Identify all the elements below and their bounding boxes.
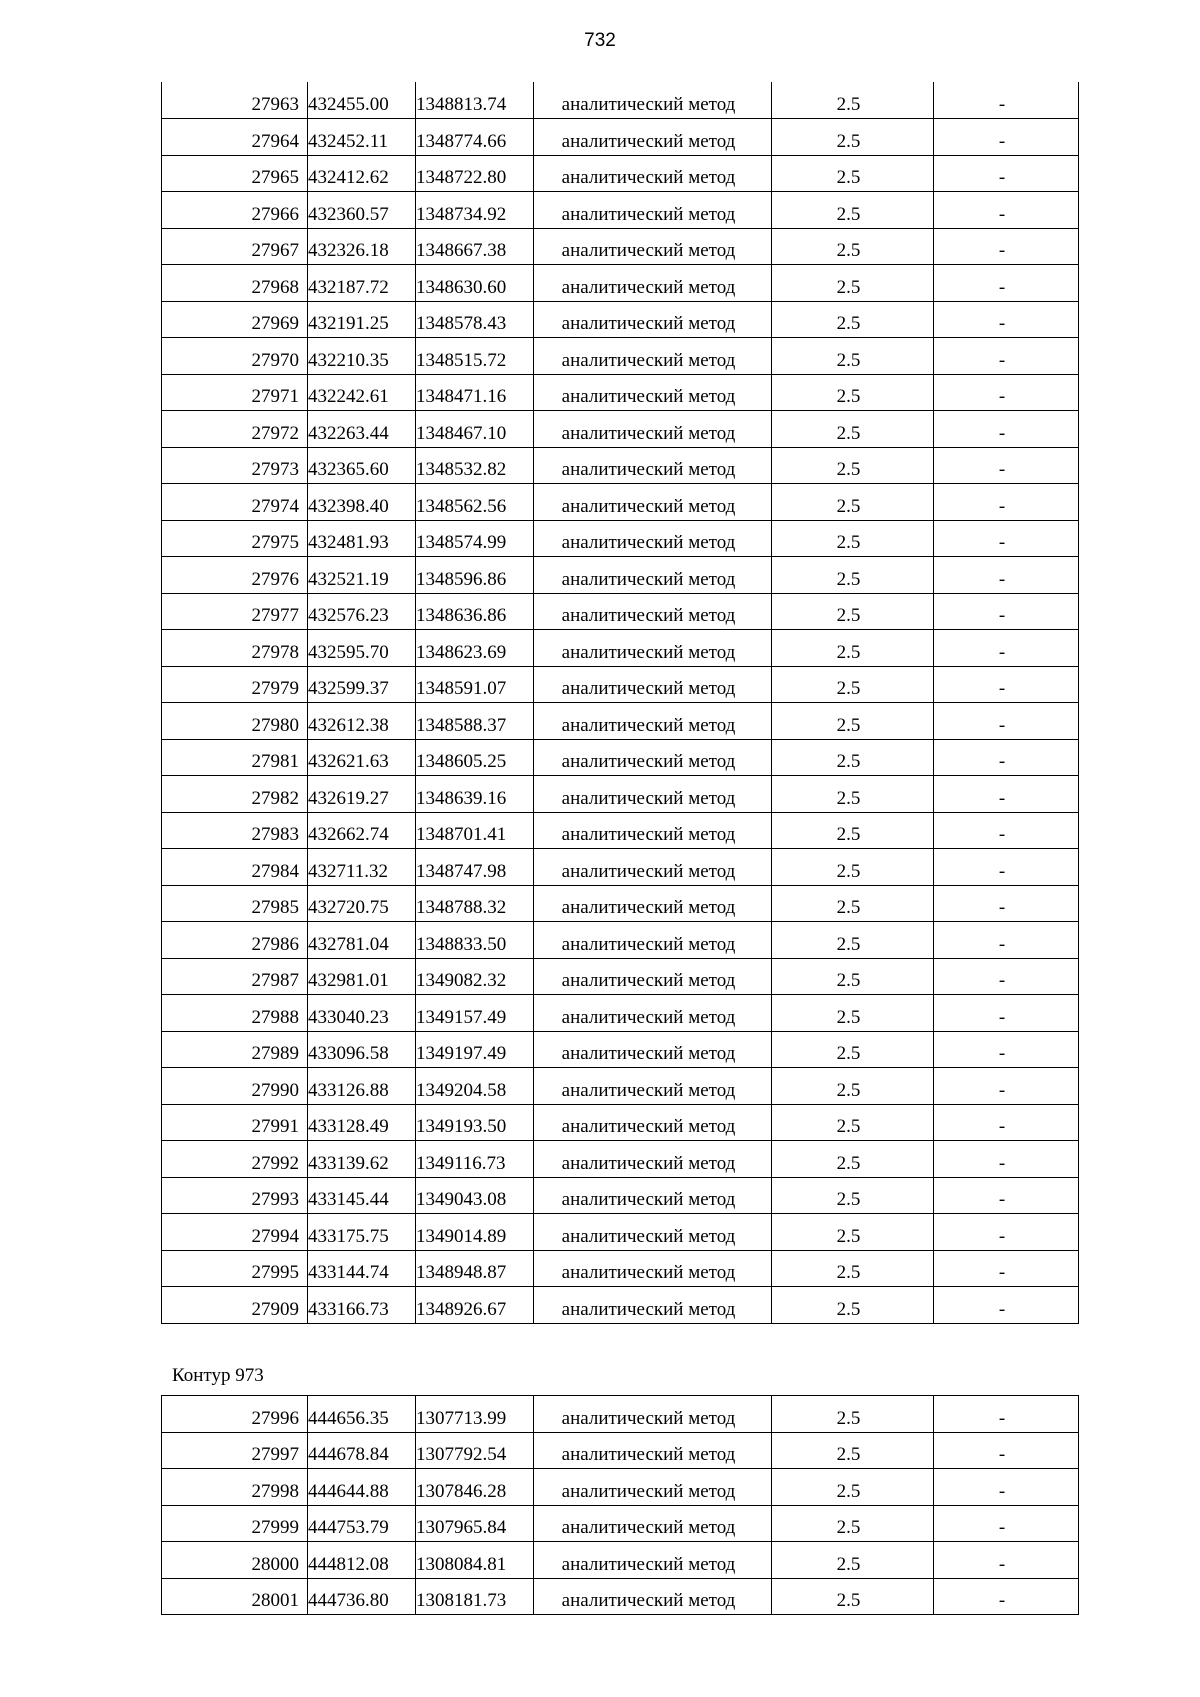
table-row	[162, 265, 1079, 302]
y-coordinate-cell: 1348623.69	[416, 630, 534, 667]
note-cell: -	[934, 1031, 1079, 1068]
point-number-cell: 27977	[162, 593, 308, 630]
method-cell: аналитический метод	[534, 1287, 772, 1324]
x-coordinate-cell: 432187.72	[308, 265, 416, 302]
table-row	[162, 1177, 1079, 1214]
note-cell: -	[934, 593, 1079, 630]
table-row	[162, 484, 1079, 521]
x-coordinate-cell: 433096.58	[308, 1031, 416, 1068]
x-coordinate-cell: 433128.49	[308, 1104, 416, 1141]
note-cell: -	[934, 557, 1079, 594]
x-coordinate-cell: 432210.35	[308, 338, 416, 375]
table-row	[162, 1542, 1079, 1579]
x-coordinate-cell: 432576.23	[308, 593, 416, 630]
table-row	[162, 995, 1079, 1032]
method-cell: аналитический метод	[534, 338, 772, 375]
accuracy-cell: 2.5	[772, 1250, 934, 1287]
method-cell: аналитический метод	[534, 557, 772, 594]
x-coordinate-cell: 432621.63	[308, 739, 416, 776]
accuracy-cell: 2.5	[772, 630, 934, 667]
table-row	[162, 374, 1079, 411]
point-number-cell: 27985	[162, 885, 308, 922]
table-row	[162, 922, 1079, 959]
x-coordinate-cell: 444812.08	[308, 1542, 416, 1579]
accuracy-cell: 2.5	[772, 885, 934, 922]
table-row	[162, 192, 1079, 229]
y-coordinate-cell: 1348788.32	[416, 885, 534, 922]
x-coordinate-cell: 432720.75	[308, 885, 416, 922]
y-coordinate-cell: 1348734.92	[416, 192, 534, 229]
x-coordinate-cell: 444656.35	[308, 1396, 416, 1433]
method-cell: аналитический метод	[534, 885, 772, 922]
point-number-cell: 27994	[162, 1214, 308, 1251]
x-coordinate-cell: 432365.60	[308, 447, 416, 484]
note-cell: -	[934, 1068, 1079, 1105]
accuracy-cell: 2.5	[772, 1031, 934, 1068]
note-cell: -	[934, 958, 1079, 995]
y-coordinate-cell: 1349204.58	[416, 1068, 534, 1105]
y-coordinate-cell: 1348532.82	[416, 447, 534, 484]
note-cell: -	[934, 922, 1079, 959]
accuracy-cell: 2.5	[772, 155, 934, 192]
accuracy-cell: 2.5	[772, 849, 934, 886]
accuracy-cell: 2.5	[772, 1104, 934, 1141]
method-cell: аналитический метод	[534, 1068, 772, 1105]
y-coordinate-cell: 1349193.50	[416, 1104, 534, 1141]
note-cell: -	[934, 192, 1079, 229]
note-cell: -	[934, 666, 1079, 703]
y-coordinate-cell: 1348948.87	[416, 1250, 534, 1287]
point-number-cell: 27993	[162, 1177, 308, 1214]
point-number-cell: 28000	[162, 1542, 308, 1579]
x-coordinate-cell: 444753.79	[308, 1505, 416, 1542]
x-coordinate-cell: 432481.93	[308, 520, 416, 557]
accuracy-cell: 2.5	[772, 301, 934, 338]
method-cell: аналитический метод	[534, 666, 772, 703]
point-number-cell: 27976	[162, 557, 308, 594]
note-cell: -	[934, 265, 1079, 302]
method-cell: аналитический метод	[534, 1031, 772, 1068]
table-row	[162, 557, 1079, 594]
x-coordinate-cell: 432360.57	[308, 192, 416, 229]
y-coordinate-cell: 1348722.80	[416, 155, 534, 192]
accuracy-cell: 2.5	[772, 1542, 934, 1579]
accuracy-cell: 2.5	[772, 228, 934, 265]
y-coordinate-cell: 1348813.74	[416, 82, 534, 119]
x-coordinate-cell: 444736.80	[308, 1578, 416, 1615]
table-row	[162, 1469, 1079, 1506]
point-number-cell: 27987	[162, 958, 308, 995]
method-cell: аналитический метод	[534, 1505, 772, 1542]
y-coordinate-cell: 1348833.50	[416, 922, 534, 959]
point-number-cell: 27989	[162, 1031, 308, 1068]
x-coordinate-cell: 432662.74	[308, 812, 416, 849]
point-number-cell: 27978	[162, 630, 308, 667]
y-coordinate-cell: 1307965.84	[416, 1505, 534, 1542]
note-cell: -	[934, 1396, 1079, 1433]
y-coordinate-cell: 1348747.98	[416, 849, 534, 886]
point-number-cell: 27970	[162, 338, 308, 375]
x-coordinate-cell: 432599.37	[308, 666, 416, 703]
note-cell: -	[934, 1469, 1079, 1506]
method-cell: аналитический метод	[534, 374, 772, 411]
table-row	[162, 1104, 1079, 1141]
y-coordinate-cell: 1307792.54	[416, 1432, 534, 1469]
y-coordinate-cell: 1348562.56	[416, 484, 534, 521]
method-cell: аналитический метод	[534, 265, 772, 302]
accuracy-cell: 2.5	[772, 812, 934, 849]
point-number-cell: 27969	[162, 301, 308, 338]
table-row	[162, 776, 1079, 813]
y-coordinate-cell: 1307846.28	[416, 1469, 534, 1506]
table-row	[162, 958, 1079, 995]
table-row	[162, 155, 1079, 192]
table-row	[162, 228, 1079, 265]
accuracy-cell: 2.5	[772, 119, 934, 156]
table-row	[162, 703, 1079, 740]
table-row	[162, 447, 1079, 484]
note-cell: -	[934, 1250, 1079, 1287]
method-cell: аналитический метод	[534, 520, 772, 557]
point-number-cell: 27963	[162, 82, 308, 119]
accuracy-cell: 2.5	[772, 1505, 934, 1542]
point-number-cell: 27972	[162, 411, 308, 448]
y-coordinate-cell: 1348588.37	[416, 703, 534, 740]
point-number-cell: 27986	[162, 922, 308, 959]
x-coordinate-cell: 433144.74	[308, 1250, 416, 1287]
note-cell: -	[934, 1177, 1079, 1214]
accuracy-cell: 2.5	[772, 995, 934, 1032]
accuracy-cell: 2.5	[772, 447, 934, 484]
x-coordinate-cell: 433175.75	[308, 1214, 416, 1251]
accuracy-cell: 2.5	[772, 484, 934, 521]
note-cell: -	[934, 630, 1079, 667]
x-coordinate-cell: 432452.11	[308, 119, 416, 156]
point-number-cell: 27967	[162, 228, 308, 265]
method-cell: аналитический метод	[534, 447, 772, 484]
table-row	[162, 1214, 1079, 1251]
note-cell: -	[934, 849, 1079, 886]
method-cell: аналитический метод	[534, 1141, 772, 1178]
method-cell: аналитический метод	[534, 849, 772, 886]
point-number-cell: 27983	[162, 812, 308, 849]
method-cell: аналитический метод	[534, 82, 772, 119]
x-coordinate-cell: 444678.84	[308, 1432, 416, 1469]
accuracy-cell: 2.5	[772, 958, 934, 995]
method-cell: аналитический метод	[534, 119, 772, 156]
table-row	[162, 849, 1079, 886]
accuracy-cell: 2.5	[772, 776, 934, 813]
method-cell: аналитический метод	[534, 1104, 772, 1141]
point-number-cell: 27971	[162, 374, 308, 411]
method-cell: аналитический метод	[534, 995, 772, 1032]
x-coordinate-cell: 432412.62	[308, 155, 416, 192]
y-coordinate-cell: 1308181.73	[416, 1578, 534, 1615]
method-cell: аналитический метод	[534, 155, 772, 192]
table-row	[162, 630, 1079, 667]
y-coordinate-cell: 1348701.41	[416, 812, 534, 849]
note-cell: -	[934, 301, 1079, 338]
note-cell: -	[934, 776, 1079, 813]
x-coordinate-cell: 432781.04	[308, 922, 416, 959]
table-row	[162, 1578, 1079, 1615]
point-number-cell: 27980	[162, 703, 308, 740]
accuracy-cell: 2.5	[772, 82, 934, 119]
x-coordinate-cell: 432455.00	[308, 82, 416, 119]
x-coordinate-cell: 433139.62	[308, 1141, 416, 1178]
point-number-cell: 27998	[162, 1469, 308, 1506]
note-cell: -	[934, 739, 1079, 776]
table-row	[162, 1068, 1079, 1105]
point-number-cell: 27999	[162, 1505, 308, 1542]
accuracy-cell: 2.5	[772, 1214, 934, 1251]
point-number-cell: 27990	[162, 1068, 308, 1105]
point-number-cell: 27981	[162, 739, 308, 776]
x-coordinate-cell: 433040.23	[308, 995, 416, 1032]
point-number-cell: 27966	[162, 192, 308, 229]
method-cell: аналитический метод	[534, 1578, 772, 1615]
method-cell: аналитический метод	[534, 1177, 772, 1214]
method-cell: аналитический метод	[534, 739, 772, 776]
y-coordinate-cell: 1349157.49	[416, 995, 534, 1032]
y-coordinate-cell: 1348596.86	[416, 557, 534, 594]
y-coordinate-cell: 1348667.38	[416, 228, 534, 265]
note-cell: -	[934, 1505, 1079, 1542]
coordinates-table-body	[162, 82, 1079, 1323]
accuracy-cell: 2.5	[772, 1177, 934, 1214]
note-cell: -	[934, 1287, 1079, 1324]
method-cell: аналитический метод	[534, 922, 772, 959]
x-coordinate-cell: 444644.88	[308, 1469, 416, 1506]
x-coordinate-cell: 432326.18	[308, 228, 416, 265]
note-cell: -	[934, 338, 1079, 375]
y-coordinate-cell: 1348605.25	[416, 739, 534, 776]
y-coordinate-cell: 1349043.08	[416, 1177, 534, 1214]
contour-label: Контур 973	[172, 1365, 264, 1386]
y-coordinate-cell: 1348926.67	[416, 1287, 534, 1324]
table-row	[162, 411, 1079, 448]
point-number-cell: 27982	[162, 776, 308, 813]
x-coordinate-cell: 432521.19	[308, 557, 416, 594]
note-cell: -	[934, 1141, 1079, 1178]
method-cell: аналитический метод	[534, 1214, 772, 1251]
note-cell: -	[934, 228, 1079, 265]
table-row	[162, 593, 1079, 630]
note-cell: -	[934, 447, 1079, 484]
point-number-cell: 27964	[162, 119, 308, 156]
point-number-cell: 27973	[162, 447, 308, 484]
table-row	[162, 1031, 1079, 1068]
point-number-cell: 27974	[162, 484, 308, 521]
accuracy-cell: 2.5	[772, 557, 934, 594]
note-cell: -	[934, 1542, 1079, 1579]
note-cell: -	[934, 411, 1079, 448]
note-cell: -	[934, 520, 1079, 557]
accuracy-cell: 2.5	[772, 1578, 934, 1615]
table-row	[162, 82, 1079, 119]
y-coordinate-cell: 1348639.16	[416, 776, 534, 813]
y-coordinate-cell: 1307713.99	[416, 1396, 534, 1433]
table-row	[162, 1396, 1079, 1433]
table-row	[162, 1287, 1079, 1324]
x-coordinate-cell: 433166.73	[308, 1287, 416, 1324]
x-coordinate-cell: 432242.61	[308, 374, 416, 411]
point-number-cell: 27996	[162, 1396, 308, 1433]
method-cell: аналитический метод	[534, 703, 772, 740]
table-row	[162, 520, 1079, 557]
x-coordinate-cell: 432981.01	[308, 958, 416, 995]
accuracy-cell: 2.5	[772, 192, 934, 229]
accuracy-cell: 2.5	[772, 593, 934, 630]
note-cell: -	[934, 812, 1079, 849]
accuracy-cell: 2.5	[772, 1396, 934, 1433]
note-cell: -	[934, 374, 1079, 411]
table-row	[162, 1505, 1079, 1542]
accuracy-cell: 2.5	[772, 520, 934, 557]
table-row	[162, 1141, 1079, 1178]
x-coordinate-cell: 432595.70	[308, 630, 416, 667]
y-coordinate-cell: 1348515.72	[416, 338, 534, 375]
note-cell: -	[934, 703, 1079, 740]
accuracy-cell: 2.5	[772, 338, 934, 375]
page-number: 732	[584, 30, 616, 51]
point-number-cell: 27968	[162, 265, 308, 302]
accuracy-cell: 2.5	[772, 1287, 934, 1324]
point-number-cell: 27992	[162, 1141, 308, 1178]
method-cell: аналитический метод	[534, 192, 772, 229]
method-cell: аналитический метод	[534, 1396, 772, 1433]
y-coordinate-cell: 1348578.43	[416, 301, 534, 338]
note-cell: -	[934, 1432, 1079, 1469]
x-coordinate-cell: 433126.88	[308, 1068, 416, 1105]
method-cell: аналитический метод	[534, 411, 772, 448]
y-coordinate-cell: 1349116.73	[416, 1141, 534, 1178]
x-coordinate-cell: 432191.25	[308, 301, 416, 338]
accuracy-cell: 2.5	[772, 265, 934, 302]
table-row	[162, 666, 1079, 703]
table-row	[162, 1250, 1079, 1287]
x-coordinate-cell: 433145.44	[308, 1177, 416, 1214]
point-number-cell: 27995	[162, 1250, 308, 1287]
method-cell: аналитический метод	[534, 484, 772, 521]
method-cell: аналитический метод	[534, 776, 772, 813]
note-cell: -	[934, 1104, 1079, 1141]
method-cell: аналитический метод	[534, 1469, 772, 1506]
method-cell: аналитический метод	[534, 630, 772, 667]
y-coordinate-cell: 1349082.32	[416, 958, 534, 995]
table-row	[162, 885, 1079, 922]
y-coordinate-cell: 1348630.60	[416, 265, 534, 302]
table-row	[162, 812, 1079, 849]
note-cell: -	[934, 484, 1079, 521]
x-coordinate-cell: 432398.40	[308, 484, 416, 521]
method-cell: аналитический метод	[534, 812, 772, 849]
table-row	[162, 1432, 1079, 1469]
x-coordinate-cell: 432619.27	[308, 776, 416, 813]
note-cell: -	[934, 885, 1079, 922]
x-coordinate-cell: 432612.38	[308, 703, 416, 740]
table-row	[162, 739, 1079, 776]
table-row	[162, 338, 1079, 375]
point-number-cell: 27965	[162, 155, 308, 192]
method-cell: аналитический метод	[534, 958, 772, 995]
accuracy-cell: 2.5	[772, 411, 934, 448]
note-cell: -	[934, 155, 1079, 192]
point-number-cell: 27979	[162, 666, 308, 703]
note-cell: -	[934, 1214, 1079, 1251]
coordinates-table	[161, 82, 1079, 1324]
y-coordinate-cell: 1348591.07	[416, 666, 534, 703]
accuracy-cell: 2.5	[772, 374, 934, 411]
y-coordinate-cell: 1349014.89	[416, 1214, 534, 1251]
note-cell: -	[934, 82, 1079, 119]
accuracy-cell: 2.5	[772, 666, 934, 703]
method-cell: аналитический метод	[534, 1542, 772, 1579]
y-coordinate-cell: 1308084.81	[416, 1542, 534, 1579]
note-cell: -	[934, 995, 1079, 1032]
point-number-cell: 27984	[162, 849, 308, 886]
accuracy-cell: 2.5	[772, 739, 934, 776]
point-number-cell: 28001	[162, 1578, 308, 1615]
accuracy-cell: 2.5	[772, 1432, 934, 1469]
contour-973-table-body	[162, 1396, 1079, 1615]
point-number-cell: 27909	[162, 1287, 308, 1324]
note-cell: -	[934, 1578, 1079, 1615]
accuracy-cell: 2.5	[772, 1068, 934, 1105]
note-cell: -	[934, 119, 1079, 156]
table-row	[162, 301, 1079, 338]
point-number-cell: 27988	[162, 995, 308, 1032]
point-number-cell: 27975	[162, 520, 308, 557]
method-cell: аналитический метод	[534, 1432, 772, 1469]
accuracy-cell: 2.5	[772, 1141, 934, 1178]
method-cell: аналитический метод	[534, 228, 772, 265]
y-coordinate-cell: 1348574.99	[416, 520, 534, 557]
point-number-cell: 27991	[162, 1104, 308, 1141]
y-coordinate-cell: 1348467.10	[416, 411, 534, 448]
table-row	[162, 119, 1079, 156]
y-coordinate-cell: 1349197.49	[416, 1031, 534, 1068]
point-number-cell: 27997	[162, 1432, 308, 1469]
y-coordinate-cell: 1348636.86	[416, 593, 534, 630]
x-coordinate-cell: 432263.44	[308, 411, 416, 448]
y-coordinate-cell: 1348774.66	[416, 119, 534, 156]
method-cell: аналитический метод	[534, 1250, 772, 1287]
x-coordinate-cell: 432711.32	[308, 849, 416, 886]
accuracy-cell: 2.5	[772, 922, 934, 959]
method-cell: аналитический метод	[534, 301, 772, 338]
accuracy-cell: 2.5	[772, 1469, 934, 1506]
accuracy-cell: 2.5	[772, 703, 934, 740]
contour-973-table	[161, 1395, 1079, 1615]
method-cell: аналитический метод	[534, 593, 772, 630]
y-coordinate-cell: 1348471.16	[416, 374, 534, 411]
